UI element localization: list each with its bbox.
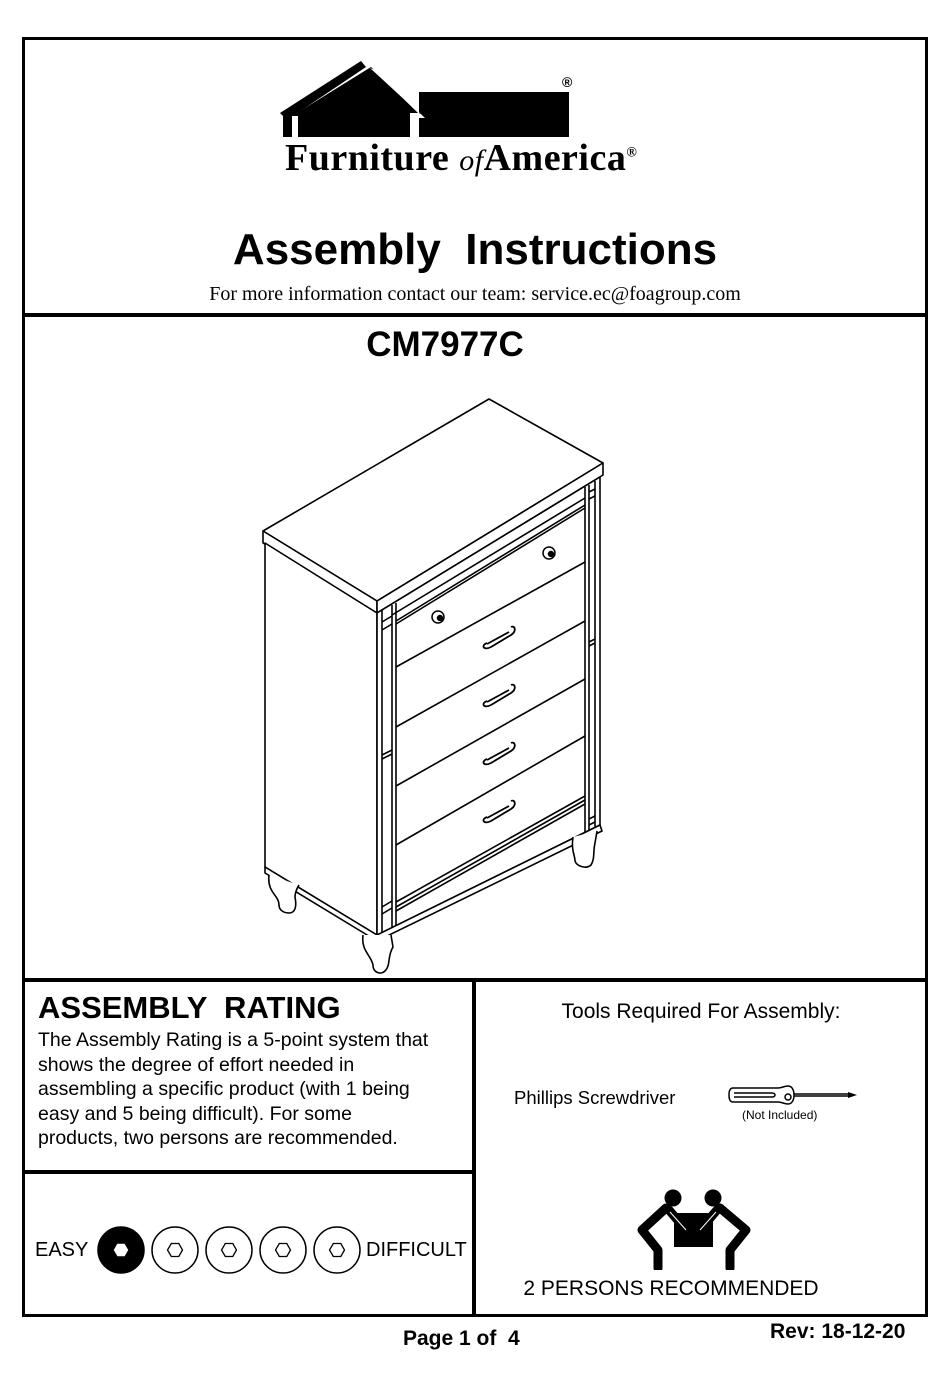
rating-dot-empty: [152, 1227, 198, 1273]
assembly-rating-line: The Assembly Rating is a 5-point system that: [38, 1029, 429, 1051]
rating-dot-filled: [98, 1227, 144, 1273]
persons-recommended-label: 2 PERSONS RECOMMENDED: [523, 1277, 819, 1300]
screwdriver-icon: [728, 1084, 860, 1106]
brand-logo: [280, 52, 680, 187]
rating-divider: [22, 1170, 474, 1174]
drawer-knob: [432, 611, 444, 623]
brand-word-america: America: [483, 137, 627, 179]
drawer-knob: [543, 547, 555, 559]
revision-date: Rev: 18-12-20: [770, 1320, 906, 1343]
brand-registered-mark: ®: [626, 145, 638, 161]
tools-heading: Tools Required For Assembly:: [561, 1000, 841, 1023]
page-title: Assembly Instructions: [232, 225, 718, 274]
chest-side: [265, 543, 377, 935]
rating-dot-empty: [260, 1227, 306, 1273]
page-number: Page 1 of 4: [403, 1327, 520, 1350]
chest-foot: [572, 831, 597, 867]
assembly-rating-line: assembling a specific product (with 1 being: [38, 1078, 410, 1100]
assembly-rating-line: shows the degree of effort needed in: [38, 1053, 355, 1076]
rating-dot-empty: [314, 1227, 360, 1273]
tool-note: (Not Included): [742, 1108, 818, 1122]
rating-dot-empty: [206, 1227, 252, 1273]
assembly-rating-heading: ASSEMBLY RATING: [38, 990, 341, 1025]
scale-difficult-label: DIFFICULT: [366, 1239, 467, 1261]
chest-of-drawers-icon: [255, 395, 615, 975]
two-persons-lifting-icon: [636, 1188, 752, 1270]
column-divider: [472, 978, 476, 1314]
rating-scale: [97, 1226, 362, 1274]
chest-foot: [363, 935, 393, 973]
hex-socket-icon: [115, 1244, 128, 1255]
tool-name: Phillips Screwdriver: [514, 1087, 676, 1108]
scale-easy-label: EASY: [35, 1239, 89, 1261]
model-number: CM7977C: [366, 325, 524, 364]
brand-word-furniture: Furniture: [285, 137, 450, 179]
assembly-rating-line: easy and 5 being difficult). For some: [38, 1102, 352, 1125]
assembly-rating-line: products, two persons are recommended.: [38, 1127, 398, 1149]
house-registered-mark: ®: [562, 74, 573, 90]
assembly-rating-description: [38, 1028, 468, 1151]
brand-word-of: of: [459, 144, 484, 177]
header-divider: [22, 313, 928, 317]
brand-name: [285, 136, 637, 180]
contact-line: For more information contact our team: service.ec@foagroup.com: [209, 283, 741, 305]
house-logo-icon: [280, 52, 680, 142]
rating-dots-svg: [97, 1226, 362, 1274]
